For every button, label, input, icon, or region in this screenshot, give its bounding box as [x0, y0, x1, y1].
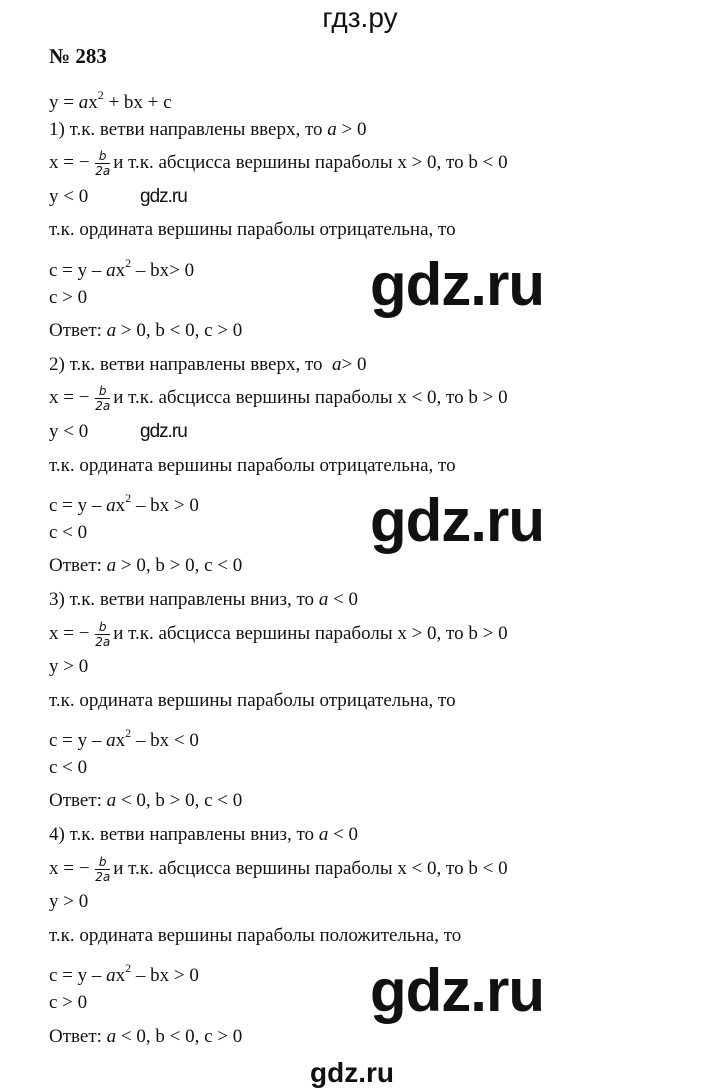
- variable: a: [106, 790, 117, 812]
- variable: a: [78, 92, 89, 113]
- solution-line: [49, 885, 508, 919]
- text: т.к. ордината вершины параболы отрицательна, то: [49, 689, 456, 711]
- fraction: [95, 855, 110, 884]
- text: y =: [49, 92, 79, 113]
- text: x = −: [49, 152, 95, 174]
- text: Ответ:: [49, 320, 107, 342]
- fraction-denominator: 2a: [95, 869, 111, 884]
- text: < 0: [328, 824, 359, 846]
- watermark-small: gdz.ru: [140, 421, 187, 442]
- solution-line: [49, 717, 508, 751]
- text: y < 0: [49, 185, 89, 207]
- text: x = −: [49, 857, 95, 879]
- variable: a: [106, 320, 117, 342]
- variable: a: [327, 118, 337, 140]
- variable: a: [318, 824, 329, 846]
- watermark-big: gdz.ru: [370, 957, 544, 1024]
- exponent: 2: [125, 961, 132, 976]
- solution-line: [49, 919, 508, 953]
- solution-line: [49, 449, 508, 483]
- solution-line: [49, 314, 508, 348]
- text: – bx < 0: [131, 730, 199, 752]
- text: c = y –: [49, 730, 107, 752]
- solution-line: [49, 684, 508, 718]
- text: Ответ:: [49, 790, 107, 812]
- fraction-denominator: 2a: [95, 634, 111, 649]
- text: < 0, b > 0, c < 0: [116, 790, 243, 812]
- task-number: № 283: [49, 44, 107, 68]
- solution-line: [49, 852, 508, 886]
- site-title: гдз.ру: [322, 2, 398, 33]
- solution-line: [49, 818, 508, 852]
- text: y > 0: [49, 656, 89, 678]
- watermark-small: gdz.ru: [140, 186, 187, 207]
- text: c < 0: [49, 521, 88, 543]
- solution-line: [49, 751, 508, 785]
- text: и т.к. абсцисса вершины параболы x > 0, то b < 0: [113, 152, 508, 174]
- variable: a: [106, 555, 117, 577]
- text: x = −: [49, 622, 95, 644]
- solution-line: [49, 180, 508, 214]
- watermark-big: gdz.ru: [370, 251, 544, 318]
- solution-line: [49, 113, 508, 147]
- fraction-denominator: 2a: [95, 164, 111, 179]
- variable: a: [332, 353, 342, 375]
- solution-line: [49, 79, 508, 113]
- variable: a: [106, 259, 116, 281]
- text: 4) т.к. ветви направлены вниз, то: [49, 824, 319, 846]
- text: < 0: [328, 588, 359, 610]
- fraction: [95, 620, 110, 649]
- fraction-numerator: b: [95, 620, 110, 635]
- text: Ответ:: [49, 1025, 107, 1047]
- exponent: 2: [97, 88, 104, 102]
- text: c > 0: [49, 992, 88, 1014]
- fraction-numerator: b: [95, 149, 110, 164]
- text: т.к. ордината вершины параболы отрицательна, то: [49, 454, 456, 476]
- variable: a: [318, 588, 329, 610]
- variable: a: [106, 965, 116, 987]
- solution-line: [49, 213, 508, 247]
- text: + bx + c: [103, 92, 172, 113]
- solution-line: [49, 348, 508, 382]
- fraction: [95, 149, 110, 178]
- text: Ответ:: [49, 555, 107, 577]
- variable: a: [106, 730, 116, 752]
- solution-line: [49, 583, 508, 617]
- text: c > 0: [49, 286, 88, 308]
- text: – bx > 0: [131, 495, 199, 517]
- watermark-big: gdz.ru: [370, 487, 544, 554]
- text: < 0, b < 0, c > 0: [116, 1025, 243, 1047]
- solution-line: [49, 1020, 508, 1054]
- text: и т.к. абсцисса вершины параболы x > 0, то b > 0: [113, 622, 508, 644]
- text: x: [88, 92, 98, 113]
- text: c < 0: [49, 756, 88, 778]
- text: x: [115, 259, 126, 281]
- text: > 0, b < 0, c > 0: [116, 320, 243, 342]
- text: > 0, b > 0, c < 0: [116, 555, 243, 577]
- text: 1) т.к. ветви направлены вверх, то: [49, 118, 328, 140]
- text: c = y –: [49, 495, 107, 517]
- text: – bx > 0: [131, 965, 199, 987]
- text: c = y –: [49, 259, 107, 281]
- exponent: 2: [125, 491, 132, 506]
- text: и т.к. абсцисса вершины параболы x < 0, то b > 0: [113, 387, 508, 409]
- exponent: 2: [125, 726, 132, 741]
- exponent: 2: [125, 255, 132, 270]
- text: y > 0: [49, 891, 89, 913]
- text: 2) т.к. ветви направлены вверх, то: [49, 353, 333, 375]
- fraction-numerator: b: [95, 384, 110, 399]
- fraction-numerator: b: [95, 855, 110, 870]
- variable: a: [106, 1025, 117, 1047]
- text: и т.к. абсцисса вершины параболы x < 0, то b < 0: [113, 857, 508, 879]
- text: > 0: [341, 353, 367, 375]
- text: x = −: [49, 387, 95, 409]
- footer-watermark: gdz.ru: [310, 1057, 394, 1088]
- text: т.к. ордината вершины параболы положительна, то: [49, 924, 462, 946]
- solution-line: [49, 617, 508, 651]
- text: c = y –: [49, 965, 107, 987]
- text: т.к. ордината вершины параболы отрицательна, то: [49, 219, 456, 241]
- text: > 0: [336, 118, 367, 140]
- solution-text: [49, 79, 508, 1053]
- text: y < 0: [49, 420, 89, 442]
- solution-line: [49, 549, 508, 583]
- solution-line: [49, 784, 508, 818]
- text: x: [115, 730, 126, 752]
- fraction-denominator: 2a: [95, 399, 111, 414]
- text: 3) т.к. ветви направлены вниз, то: [49, 588, 319, 610]
- text: – bx> 0: [131, 259, 195, 281]
- solution-line: [49, 381, 508, 415]
- solution-line: [49, 650, 508, 684]
- variable: a: [106, 495, 116, 517]
- solution-line: [49, 415, 508, 449]
- text: x: [115, 495, 126, 517]
- fraction: [95, 384, 110, 413]
- text: x: [115, 965, 126, 987]
- solution-line: [49, 146, 508, 180]
